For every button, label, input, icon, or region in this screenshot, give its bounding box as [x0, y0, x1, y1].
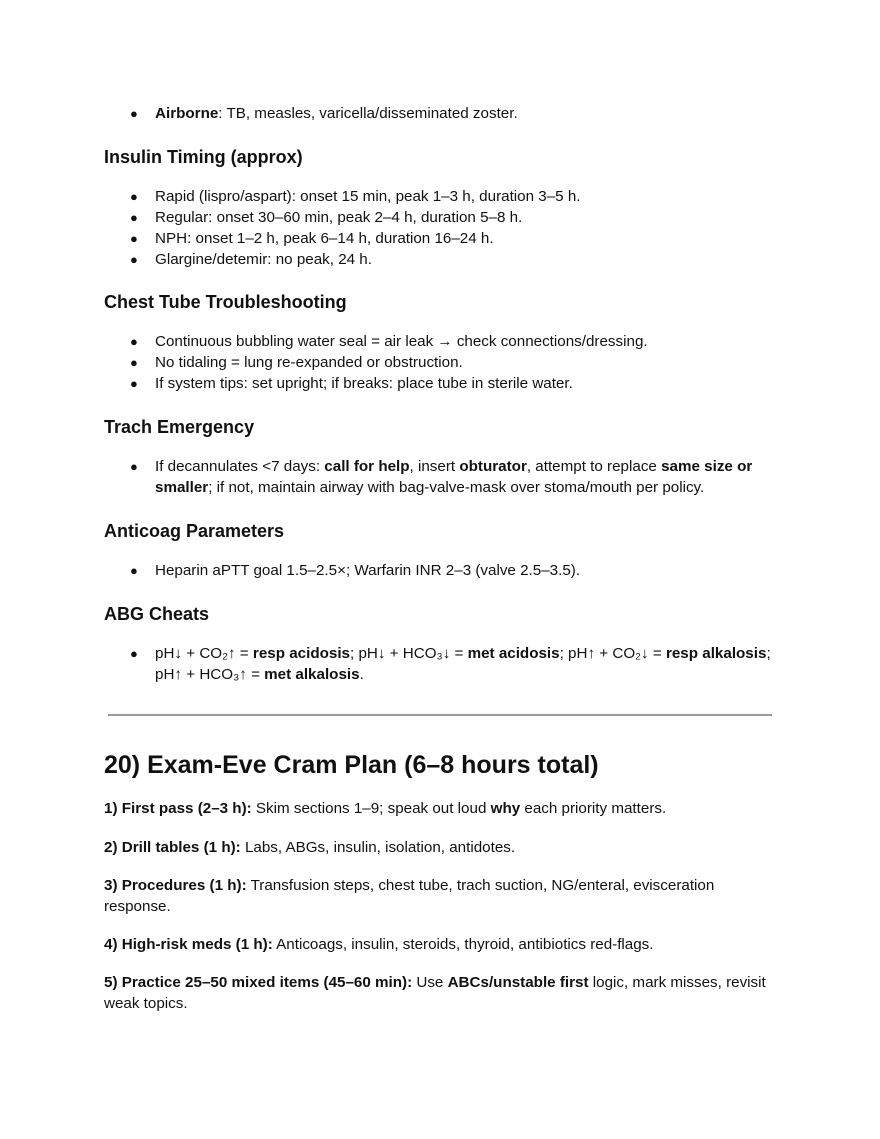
trach-bold-3: same size or smaller [155, 458, 753, 496]
section-heading-chest-tube: Chest Tube Troubleshooting [104, 292, 347, 312]
section-heading-anticoag: Anticoag Parameters [104, 521, 285, 541]
trach-bold-1: call for help [324, 458, 410, 475]
trach-bold-2: obturator [459, 458, 527, 475]
cram-step-5-label: 5) Practice 25–50 mixed items (45–60 min): [104, 974, 413, 991]
airborne-list [104, 103, 772, 124]
abg-heading-block [104, 603, 772, 625]
cram-step-3-label: 3) Procedures (1 h): [104, 877, 247, 894]
cram-step-5-post: logic, mark misses, revisit weak topics. [104, 974, 766, 1012]
airborne-label: Airborne [155, 105, 219, 122]
abg-text-5: . [359, 666, 364, 683]
paragraph [104, 875, 772, 917]
cram-step-2-text: Labs, ABGs, insulin, isolation, antidotes. [240, 839, 516, 856]
insulin-list [104, 186, 772, 270]
insulin-heading-block [104, 146, 772, 168]
cram-step-2 [104, 837, 772, 858]
list-item [104, 643, 772, 685]
trach-text-4: ; if not, maintain airway with bag‑valve‑mask over stoma/mouth per policy. [208, 479, 705, 496]
chest-tube-heading-block [104, 291, 772, 313]
airborne-section [104, 103, 772, 124]
paragraph [104, 972, 772, 1014]
chest-tube-section [104, 331, 772, 394]
section-heading-cram-plan: 20) Exam‑Eve Cram Plan (6–8 hours total) [104, 751, 599, 779]
abg-bold-4: met alkalosis [264, 666, 360, 683]
cram-step-5 [104, 972, 772, 1014]
insulin-section [104, 186, 772, 270]
trach-heading-block [104, 416, 772, 438]
cram-step-4 [104, 934, 772, 955]
anticoag-list [104, 560, 772, 581]
cram-step-1-pre: Skim sections 1–9; speak out loud [251, 800, 491, 817]
cram-step-5-pre: Use [412, 974, 448, 991]
section-heading-abg: ABG Cheats [104, 604, 210, 624]
abg-bold-1: resp acidosis [252, 645, 350, 662]
cram-step-3 [104, 875, 772, 917]
horizontal-divider [108, 714, 772, 716]
paragraph [104, 934, 772, 955]
trach-text-3: , attempt to replace [526, 458, 662, 475]
chest-tube-list [104, 331, 772, 394]
paragraph [104, 798, 772, 819]
cram-step-1-label: 1) First pass (2–3 h): [104, 800, 252, 817]
trach-section [104, 456, 772, 498]
section-heading-insulin: Insulin Timing (approx) [104, 147, 303, 167]
abg-bold-2: met acidosis [467, 645, 560, 662]
trach-text-2: , insert [409, 458, 460, 475]
abg-text-4: ; pH↑ + HCO₃↑ = [155, 645, 771, 683]
anticoag-heading-block [104, 520, 772, 542]
cram-step-2-label: 2) Drill tables (1 h): [104, 839, 241, 856]
abg-text-1: pH↓ + CO₂↑ = [155, 645, 253, 662]
trach-text-1: If decannulates <7 days: [155, 458, 325, 475]
abg-list [104, 643, 772, 685]
section-heading-trach: Trach Emergency [104, 417, 255, 437]
cram-step-1-post: each priority matters. [520, 800, 667, 817]
cram-heading-block [104, 750, 772, 780]
list-item: ● Heparin aPTT goal 1.5–2.5×; Warfarin INR 2–3 (valve 2.5–3.5). [104, 560, 772, 581]
list-item [104, 103, 772, 124]
airborne-text: : TB, measles, varicella/disseminated zoster. [218, 105, 518, 122]
list-item: ● Glargine/detemir: no peak, 24 h. [104, 249, 772, 270]
paragraph [104, 837, 772, 858]
cram-step-5-bold: ABCs/unstable first [447, 974, 589, 991]
list-item: ● NPH: onset 1–2 h, peak 6–14 h, duration 16–24 h. [104, 228, 772, 249]
list-item: ● Rapid (lispro/aspart): onset 15 min, peak 1–3 h, duration 3–5 h. [104, 186, 772, 207]
abg-section [104, 643, 772, 685]
cram-step-1-bold: why [490, 800, 521, 817]
abg-text-2: ; pH↓ + HCO₃↓ = [350, 645, 468, 662]
abg-text-3: ; pH↑ + CO₂↓ = [559, 645, 666, 662]
trach-list [104, 456, 772, 498]
cram-step-3-text: Transfusion steps, chest tube, trach suction, NG/enteral, evisceration response. [104, 877, 715, 915]
list-item [104, 456, 772, 498]
cram-step-4-label: 4) High‑risk meds (1 h): [104, 936, 273, 953]
cram-step-1 [104, 798, 772, 819]
list-item: ● Regular: onset 30–60 min, peak 2–4 h, duration 5–8 h. [104, 207, 772, 228]
list-item: ● Continuous bubbling water seal = air leak → check connections/dressing. [104, 331, 772, 352]
cram-step-4-text: Anticoags, insulin, steroids, thyroid, antibiotics red‑flags. [272, 936, 654, 953]
list-item: ● No tidaling = lung re‑expanded or obstruction. [104, 352, 772, 373]
list-item: ● If system tips: set upright; if breaks: place tube in sterile water. [104, 373, 772, 394]
anticoag-section [104, 560, 772, 581]
abg-bold-3: resp alkalosis [665, 645, 767, 662]
